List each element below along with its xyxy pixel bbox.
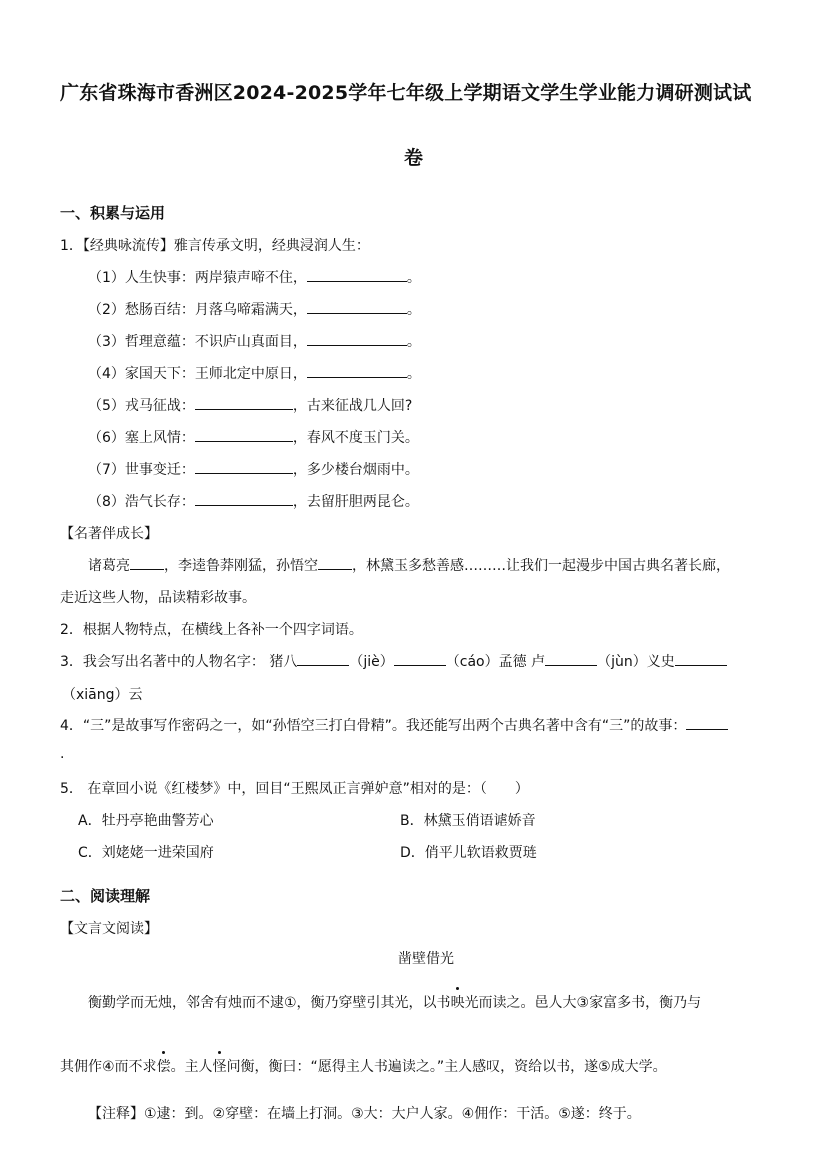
- question-2: 2．根据人物特点，在横线上各补一个四字词语。: [60, 622, 363, 638]
- text-fragment: 问衡，衡曰：“愿得主人书遍读之。”主人感叹，资给以书，遂⑤成大学。: [226, 1059, 667, 1075]
- question-4: [60, 715, 728, 735]
- q1-item-3: [88, 331, 421, 351]
- passage-notes: 【注释】①逮：到。②穿壁：在墙上打洞。③大：大户人家。④佣作：干活。⑤遂：终于。: [88, 1106, 641, 1122]
- question-3: [60, 651, 727, 671]
- text-fragment: 诸葛亮: [88, 558, 130, 574]
- text-fragment: 衡勤学而无烛，邻舍有烛而不逮①，衡乃穿壁引其光，以书: [88, 995, 451, 1011]
- text-fragment: 。主人: [170, 1059, 213, 1075]
- answer-blank[interactable]: [318, 555, 352, 570]
- q1-item-before: 王师北定中原日，: [194, 366, 307, 382]
- q1-item-2: [88, 299, 421, 319]
- classical-reading-heading: 【文言文阅读】: [60, 921, 158, 937]
- option-b[interactable]: B．林黛玉俏语谑娇音: [400, 813, 536, 829]
- text-fragment: ，李逵鲁莽刚猛，孙悟空: [164, 558, 318, 574]
- q1-item-7: [88, 459, 419, 479]
- emphasized-char: 怪: [213, 1056, 227, 1076]
- q1-item-after: ，多少楼台烟雨中。: [292, 462, 419, 478]
- passage-line1: [88, 992, 701, 1012]
- passage-title: 凿壁借光: [398, 951, 454, 967]
- section-heading-2: 二、阅读理解: [60, 887, 151, 905]
- question-4-end: .: [60, 746, 65, 762]
- q1-item-label: （8）浩气长存：: [88, 494, 195, 510]
- q1-item-after: 。: [406, 334, 421, 350]
- q1-item-before: 不识庐山真面目，: [194, 334, 307, 350]
- text-fragment: 卢: [531, 654, 546, 670]
- q1-item-before: 两岸猿声啼不住，: [194, 270, 307, 286]
- text-fragment: 4．“三”是故事写作密码之一，如“孙悟空三打白骨精”。我还能写出两个古典名著中含有“三”的故事：: [60, 718, 687, 734]
- text-fragment: （jùn）义史: [597, 654, 675, 670]
- question-3-line2: （xiāng）云: [62, 687, 143, 703]
- option-c[interactable]: C．刘姥姥一进荣国府: [78, 845, 214, 861]
- emphasized-char: 偿: [157, 1056, 171, 1076]
- answer-blank[interactable]: [195, 459, 293, 474]
- text-fragment: 其佣作④而不求: [60, 1059, 157, 1075]
- answer-blank[interactable]: [394, 651, 446, 666]
- document-title-line1: 广东省珠海市香洲区2024-2025学年七年级上学期语文学生学业能力调研测试试: [60, 82, 752, 104]
- q1-item-label: （2）愁肠百结：: [88, 302, 195, 318]
- q1-item-8: [88, 491, 419, 511]
- q1-item-5: [88, 395, 412, 415]
- q1-item-after: 。: [406, 302, 421, 318]
- option-a[interactable]: A．牡丹亭艳曲警芳心: [78, 813, 214, 829]
- q1-item-label: （5）戎马征战：: [88, 398, 195, 414]
- answer-blank[interactable]: [297, 651, 349, 666]
- q1-item-label: （1）人生快事：: [88, 270, 195, 286]
- section-heading-1: 一、积累与运用: [60, 204, 166, 222]
- answer-blank[interactable]: [130, 555, 164, 570]
- answer-blank[interactable]: [307, 363, 407, 378]
- q1-item-after: ，春风不度玉门关。: [292, 430, 419, 446]
- text-fragment: 猪八: [269, 654, 298, 670]
- q1-item-1: [88, 267, 421, 287]
- q1-item-after: ，古来征战几人回?: [292, 398, 413, 414]
- text-fragment: 3．我会写出名著中的人物名字：: [60, 654, 265, 670]
- q1-item-label: （6）塞上风情：: [88, 430, 195, 446]
- q1-item-label: （4）家国天下：: [88, 366, 195, 382]
- question-1-stem: 1．【经典咏流传】雅言传承文明，经典浸润人生：: [60, 238, 370, 254]
- answer-blank[interactable]: [675, 651, 727, 666]
- passage-line2: [60, 1056, 667, 1076]
- option-d[interactable]: D．俏平儿软语救贾琏: [400, 845, 537, 861]
- answer-blank[interactable]: [307, 267, 407, 282]
- mingzhu-heading: 【名著伴成长】: [60, 526, 158, 542]
- emphasized-char: 映: [451, 992, 465, 1012]
- question-5-stem: 5． 在章回小说《红楼梦》中，回目“王熙凤正言弹妒意”相对的是：（ ）: [60, 781, 529, 797]
- text-fragment: （jiè）: [349, 654, 394, 670]
- q1-item-label: （3）哲理意蕴：: [88, 334, 195, 350]
- text-fragment: 光而读之。邑人大③家富多书，衡乃与: [464, 995, 702, 1011]
- mingzhu-paragraph-line2: 走近这些人物，品读精彩故事。: [60, 590, 256, 606]
- q1-item-before: 月落乌啼霜满天，: [194, 302, 307, 318]
- text-fragment: （cáo）孟德: [445, 654, 527, 670]
- answer-blank[interactable]: [307, 331, 407, 346]
- q1-item-after: ，去留肝胆两昆仑。: [292, 494, 419, 510]
- answer-blank[interactable]: [686, 715, 728, 730]
- q1-item-label: （7）世事变迁：: [88, 462, 195, 478]
- text-fragment: ，林黛玉多愁善感………让我们一起漫步中国古典名著长廊，: [352, 558, 730, 574]
- answer-blank[interactable]: [195, 491, 293, 506]
- q1-item-after: 。: [406, 270, 421, 286]
- answer-blank[interactable]: [195, 427, 293, 442]
- q1-item-4: [88, 363, 421, 383]
- document-title-line2: 卷: [404, 147, 424, 169]
- answer-blank[interactable]: [195, 395, 293, 410]
- answer-blank[interactable]: [307, 299, 407, 314]
- mingzhu-paragraph-line1: [88, 555, 730, 575]
- answer-blank[interactable]: [545, 651, 597, 666]
- q1-item-after: 。: [406, 366, 421, 382]
- q1-item-6: [88, 427, 419, 447]
